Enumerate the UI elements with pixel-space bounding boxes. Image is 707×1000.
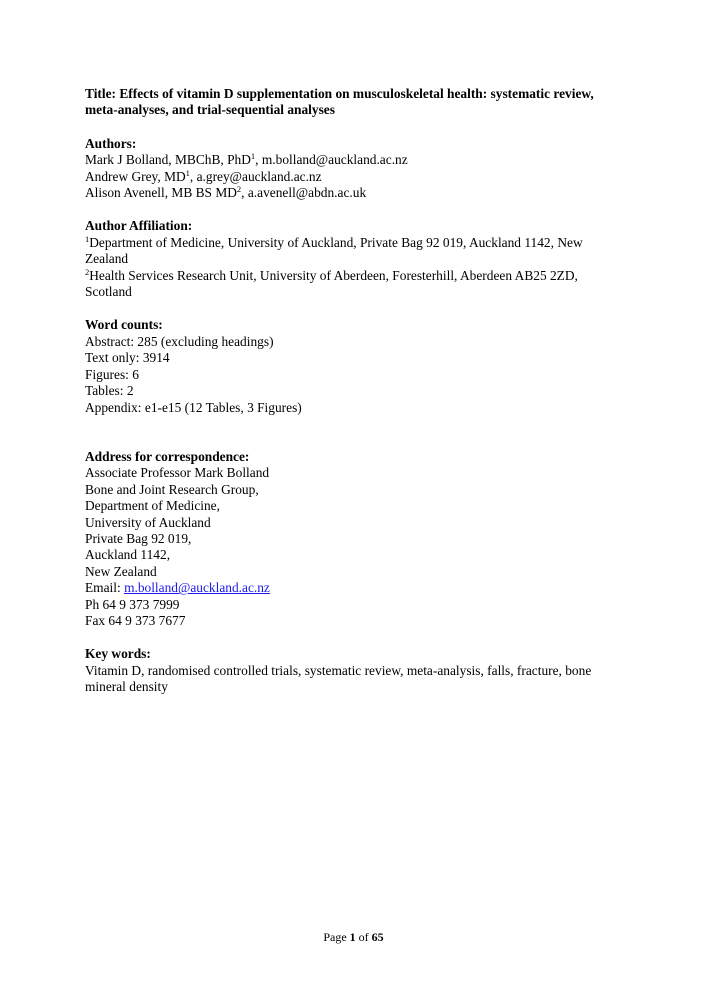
authors-heading: Authors: — [85, 135, 137, 151]
author-name: Mark J Bolland, MBChB, PhD — [85, 152, 251, 168]
affiliation-text: Health Services Research Unit, University of Aberdeen, Foresterhill, Aberdeen AB25 2ZD, Scotland — [85, 267, 578, 300]
author-line — [85, 169, 625, 185]
author-affiliation-mark: 1 — [185, 167, 190, 178]
affiliation-mark: 1 — [85, 233, 90, 244]
page-total: 65 — [371, 930, 384, 944]
authors-section — [85, 136, 625, 202]
address-line: Department of Medicine, — [85, 498, 220, 514]
author-email: , a.avenell@abdn.ac.uk — [241, 185, 367, 201]
page-current: 1 — [349, 930, 356, 944]
correspondence-section — [85, 449, 625, 629]
keywords-section — [85, 646, 625, 695]
author-affiliation-mark: 2 — [236, 184, 242, 195]
page-label: Page — [323, 930, 350, 944]
affiliation-item — [85, 268, 625, 301]
page-footer — [0, 929, 707, 945]
affiliation-heading: Author Affiliation: — [85, 218, 193, 234]
word-count-line: Figures: 6 — [85, 366, 139, 382]
address-line: University of Auckland — [85, 514, 211, 530]
phone-line: Ph 64 9 373 7999 — [85, 596, 180, 612]
address-line: Bone and Joint Research Group, — [85, 481, 259, 497]
author-name: Alison Avenell, MB BS MD — [85, 185, 237, 201]
word-count-line: Text only: 3914 — [85, 350, 170, 366]
correspondence-heading: Address for correspondence: — [85, 448, 250, 464]
email-line — [85, 580, 625, 596]
affiliation-item — [85, 235, 625, 268]
page-of-label: of — [355, 930, 372, 944]
address-line: Private Bag 92 019, — [85, 530, 192, 546]
address-line: Associate Professor Mark Bolland — [85, 465, 270, 481]
affiliation-text: Department of Medicine, University of Auckland, Private Bag 92 019, Auckland 1142, New Zealand — [85, 234, 583, 267]
fax-line: Fax 64 9 373 7677 — [85, 612, 186, 628]
author-name: Andrew Grey, MD — [85, 168, 186, 184]
document-page — [85, 86, 625, 696]
word-counts-section — [85, 317, 625, 415]
email-label: Email: — [85, 580, 125, 596]
keywords-heading: Key words: — [85, 646, 151, 662]
word-count-line: Abstract: 285 (excluding headings) — [85, 333, 274, 349]
author-affiliation-mark: 1 — [250, 151, 256, 162]
author-email: , m.bolland@auckland.ac.nz — [255, 152, 408, 168]
affiliation-section — [85, 218, 625, 300]
author-email: , a.grey@auckland.ac.nz — [189, 168, 322, 184]
address-line: New Zealand — [85, 563, 157, 579]
address-line: Auckland 1142, — [85, 547, 171, 563]
author-line — [85, 152, 625, 168]
email-link[interactable]: m.bolland@auckland.ac.nz — [124, 580, 270, 596]
word-count-line: Tables: 2 — [85, 383, 134, 399]
document-title: Title: Effects of vitamin D supplementation on musculoskeletal health: systematic review, meta-analyses, and trial-sequential analyses — [85, 86, 594, 118]
affiliation-mark: 2 — [85, 266, 90, 277]
keywords-text: Vitamin D, randomised controlled trials, systematic review, meta-analysis, falls, fracture, bone mineral density — [85, 662, 592, 695]
word-count-line: Appendix: e1-e15 (12 Tables, 3 Figures) — [85, 399, 302, 415]
author-line — [85, 185, 625, 201]
word-counts-heading: Word counts: — [85, 317, 163, 333]
